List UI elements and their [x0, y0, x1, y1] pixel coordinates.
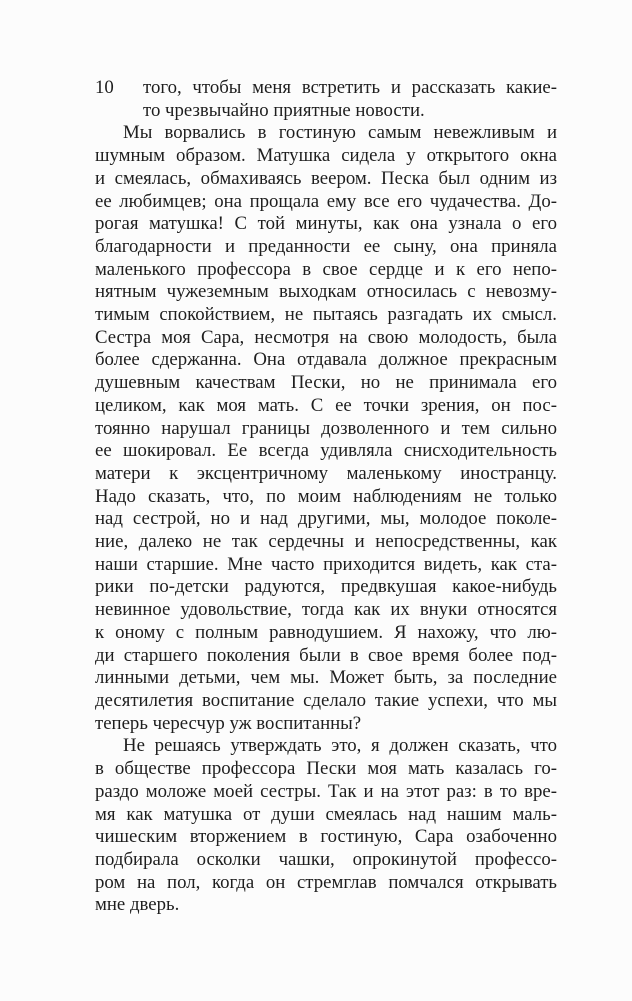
text-block: [95, 77, 557, 917]
text-line: и смеялась, обмахиваясь веером. Песка был одним из: [95, 167, 557, 189]
text-line: рики по-детски радуются, предвкушая какое-нибудь: [95, 576, 557, 598]
text-line: ди старшего поколения были в свое время более под-: [95, 644, 557, 666]
text-line: маленького профессора в свое сердце и к его непо-: [95, 258, 557, 280]
text-line: ние, далеко не так сердечны и непосредственны, как: [95, 531, 557, 553]
text-line: рогая матушка! С той минуты, как она узнала о его: [95, 213, 557, 235]
text-line: того, чтобы меня встретить и рассказать какие-: [143, 77, 557, 98]
text-line: над сестрой, но и над другими, мы, молодое поколе-: [95, 508, 557, 530]
text-line: мне дверь.: [95, 894, 180, 916]
text-line: ее любимцев; она прощала ему все его чудачества. До-: [95, 190, 557, 212]
text-line: Сестра моя Сара, несмотря на свою молодость, была: [95, 326, 557, 348]
text-line: тимым спокойствием, не пытаясь разгадать их смысл.: [95, 304, 557, 326]
text-line: мя как матушка от души смеялась над нашим маль-: [95, 803, 557, 825]
text-line: подбирала осколки чашки, опрокинутой профессо-: [95, 848, 557, 870]
page-number: 10: [95, 77, 114, 98]
text-line: ром на пол, когда он стремглав помчался открывать: [95, 871, 557, 893]
text-line: раздо моложе моей сестры. Так и на этот раз: в то вре-: [95, 780, 557, 802]
text-line: к оному с полным равнодушием. Я нахожу, что лю-: [95, 621, 557, 643]
text-line: линными детьми, чем мы. Может быть, за последние: [95, 667, 557, 689]
text-line: более сдержанна. Она отдавала должное прекрасным: [95, 349, 557, 371]
text-line: Мы ворвались в гостиную самым невежливым и: [123, 122, 557, 144]
text-line: нятным чужеземным выходкам относилась с невозму-: [95, 281, 557, 303]
text-line: Надо сказать, что, по моим наблюдениям не только: [95, 485, 557, 507]
text-line: в обществе профессора Пески моя мать казалась го-: [95, 758, 557, 780]
text-line: то чрезвычайно приятные новости.: [143, 99, 425, 121]
text-line: теперь чересчур уж воспитанны?: [95, 712, 362, 734]
text-line: шумным образом. Матушка сидела у открытого окна: [95, 145, 557, 167]
text-line: ее шокировал. Ее всегда удивляла снисходительность: [95, 440, 557, 462]
text-line: наши старшие. Мне часто приходится видеть, как ста-: [95, 553, 557, 575]
text-line: целиком, как моя мать. С ее точки зрения, он пос-: [95, 394, 557, 416]
text-line: невинное удовольствие, тогда как их внуки относятся: [95, 599, 557, 621]
text-line: благодарности и преданности ее сыну, она приняла: [95, 235, 557, 257]
text-line: чишеским вторжением в гостиную, Сара озабоченно: [95, 826, 557, 848]
text-line: десятилетия воспитание сделало такие успехи, что мы: [95, 689, 557, 711]
text-line: матери к эксцентричному маленькому иностранцу.: [95, 462, 557, 484]
text-line: Не решаясь утверждать это, я должен сказать, что: [123, 735, 557, 757]
text-line: тоянно нарушал границы дозволенного и тем сильно: [95, 417, 557, 439]
text-line: душевным качествам Пески, но не принимала его: [95, 372, 557, 394]
